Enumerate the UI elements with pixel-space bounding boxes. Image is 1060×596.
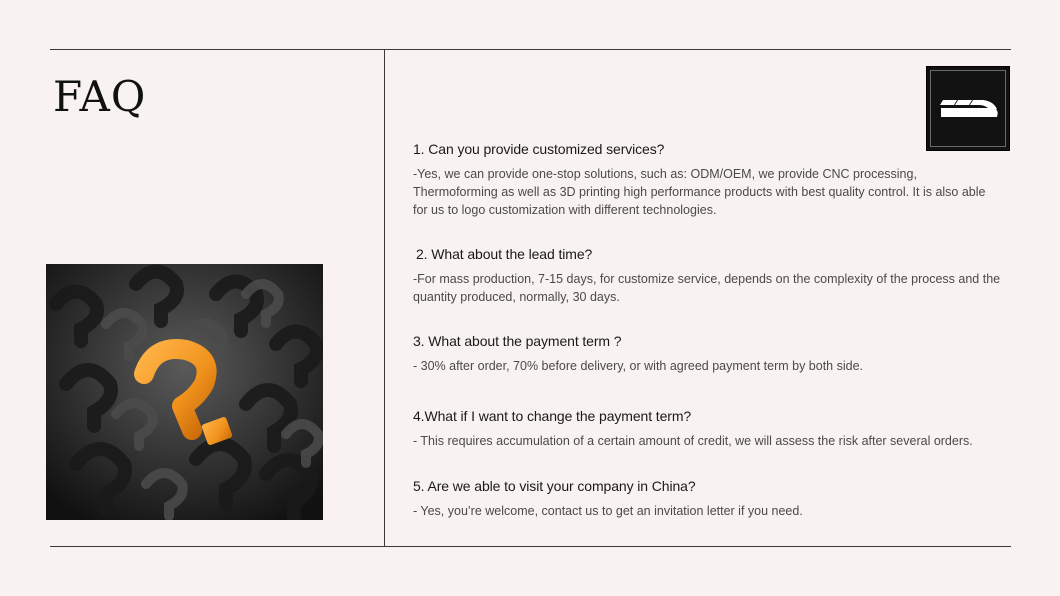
question-marks-photo-icon [46,264,323,520]
faq-question: 3. What about the payment term ? [413,333,622,349]
faq-answer: - Yes, you’re welcome, contact us to get an invitation letter if you need. [413,504,803,518]
faq-question: 1. Can you provide customized services? [413,141,665,157]
brand-logo [926,66,1010,151]
faq-answer: - 30% after order, 70% before delivery, or with agreed payment term by both side. [413,359,863,373]
vertical-divider [384,49,385,547]
faq-answer: - This requires accumulation of a certain amount of credit, we will assess the risk after several orders. [413,434,973,448]
faq-item-4 [413,408,1013,450]
faq-question: 5. Are we able to visit your company in China? [413,478,696,494]
top-divider [50,49,1011,50]
faq-answer: -Yes, we can provide one-stop solutions, such as: ODM/OEM, we provide CNC processing, Thermoforming as well as 3D printing high performance products with best quality control. It is also able for us to logo customization with different technologies. [413,167,986,217]
perfect-logo-icon [927,67,1011,152]
logo-text: Perfect [940,107,996,120]
page-title: FAQ [53,72,147,121]
faq-item-2 [413,246,1013,306]
faq-item-5 [413,478,1013,520]
bottom-divider [50,546,1011,547]
faq-question: 4.What if I want to change the payment term? [413,408,692,424]
faq-question: 2. What about the lead time? [416,246,593,262]
faq-answer: -For mass production, 7-15 days, for customize service, depends on the complexity of the process and the quantity produced, normally, 30 days. [413,272,1001,304]
faq-item-1 [413,141,1013,219]
faq-item-3 [413,333,1013,375]
question-marks-photo [46,264,323,520]
